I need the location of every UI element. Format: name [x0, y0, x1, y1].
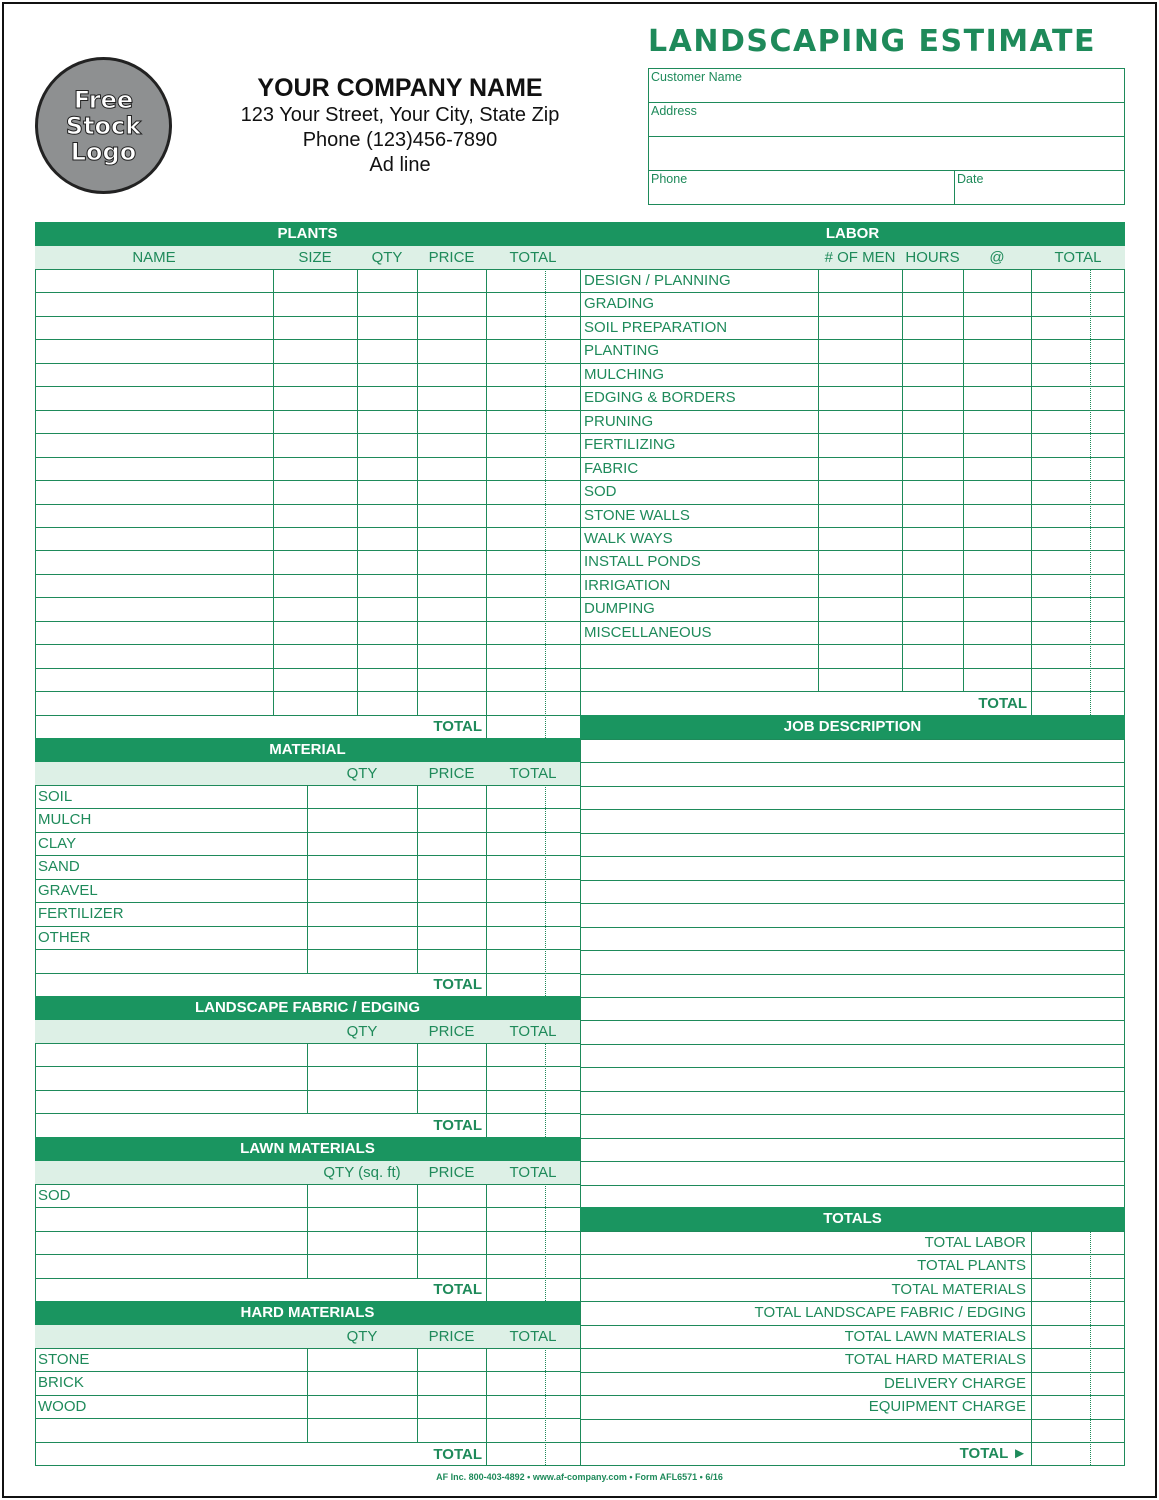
- hard-col-qty: QTY: [346, 1328, 378, 1345]
- totals-amount-field[interactable]: [1031, 1278, 1125, 1301]
- totals-amount-field[interactable]: [1031, 1231, 1125, 1254]
- totals-item-label: TOTAL HARD MATERIALS: [844, 1351, 1026, 1368]
- plants-col-price: PRICE: [428, 249, 475, 266]
- cents-divider: [545, 1348, 546, 1465]
- fabric-col-qty: QTY: [346, 1023, 378, 1040]
- cents-divider: [545, 1184, 546, 1301]
- fabric-row[interactable]: [35, 1090, 580, 1113]
- plants-total-label: TOTAL: [433, 718, 482, 735]
- hard-item-label: STONE: [38, 1351, 90, 1368]
- labor-col-hours: HOURS: [905, 249, 960, 266]
- phone-label: Phone: [651, 172, 688, 186]
- grid-line: [580, 1419, 1125, 1420]
- date-field[interactable]: [954, 170, 1125, 204]
- totals-item-label: TOTAL LAWN MATERIALS: [844, 1328, 1026, 1345]
- plants-col-name: NAME: [132, 249, 176, 266]
- grid-line: [580, 597, 1125, 598]
- hard-total-label: TOTAL: [433, 1446, 482, 1463]
- totals-amount-field[interactable]: [1031, 1301, 1125, 1324]
- grid-line: [486, 785, 487, 973]
- grid-line: [486, 973, 487, 996]
- grid-line: [486, 1442, 487, 1465]
- plants-row[interactable]: [35, 527, 580, 550]
- plants-row[interactable]: [35, 269, 580, 292]
- lawn-header: LAWN MATERIALS: [35, 1137, 580, 1161]
- material-col-qty: QTY: [346, 765, 378, 782]
- hard-header: HARD MATERIALS: [35, 1301, 580, 1325]
- grid-line: [818, 269, 819, 691]
- grid-line: [417, 1184, 418, 1278]
- totals-item-label: TOTAL LABOR: [924, 1234, 1026, 1251]
- material-item-label: OTHER: [38, 929, 91, 946]
- totals-item-label: TOTAL LANDSCAPE FABRIC / EDGING: [754, 1304, 1026, 1321]
- lawn-col-qty: QTY (sq. ft): [323, 1164, 401, 1181]
- fabric-row[interactable]: [35, 1066, 580, 1089]
- company-phone: Phone (123)456-7890: [302, 129, 498, 151]
- totals-item-label: EQUIPMENT CHARGE: [868, 1398, 1026, 1415]
- totals-amount-field[interactable]: [1031, 1325, 1125, 1348]
- company-name: YOUR COMPANY NAME: [257, 74, 543, 102]
- grid-line: [307, 1348, 308, 1442]
- hard-col-price: PRICE: [428, 1328, 475, 1345]
- customer-name-field[interactable]: [648, 68, 1125, 102]
- grid-line: [417, 785, 418, 973]
- plants-row[interactable]: [35, 433, 580, 456]
- plants-row[interactable]: [35, 691, 580, 714]
- logo-text: Free Stock Logo: [65, 85, 142, 166]
- plants-row[interactable]: [35, 574, 580, 597]
- grid-line: [580, 668, 1125, 669]
- grid-line: [486, 715, 487, 738]
- grid-line: [307, 1184, 308, 1278]
- address-label: Address: [651, 104, 697, 118]
- labor-item-label: MULCHING: [584, 366, 665, 383]
- plants-row[interactable]: [35, 363, 580, 386]
- labor-col-rate: @: [989, 249, 1005, 266]
- fabric-row[interactable]: [35, 1043, 580, 1066]
- phone-field[interactable]: [648, 170, 954, 204]
- material-col-price: PRICE: [428, 765, 475, 782]
- hard-col-total: TOTAL: [509, 1328, 557, 1345]
- plants-row[interactable]: [35, 480, 580, 503]
- plants-header: PLANTS: [35, 222, 580, 246]
- address-field[interactable]: [648, 102, 1125, 170]
- grid-line: [486, 1114, 487, 1137]
- company-ad-line: Ad line: [369, 154, 431, 176]
- labor-item-label: DUMPING: [584, 600, 655, 617]
- plants-col-total: TOTAL: [509, 249, 557, 266]
- totals-amount-field[interactable]: [1031, 1348, 1125, 1371]
- grid-line: [580, 480, 1125, 481]
- grid-line: [902, 269, 903, 691]
- job-description-header: JOB DESCRIPTION: [580, 715, 1125, 739]
- fabric-col-price: PRICE: [428, 1023, 475, 1040]
- lawn-item-label: SOD: [38, 1187, 71, 1204]
- totals-item-label: TOTAL PLANTS: [917, 1257, 1026, 1274]
- grid-line: [307, 785, 308, 973]
- job-description-area[interactable]: [580, 739, 1125, 1207]
- grid-line: [486, 1184, 487, 1278]
- labor-item-label: PLANTING: [584, 342, 660, 359]
- cents-divider: [1090, 269, 1091, 715]
- grid-line: [580, 339, 1125, 340]
- page-title: LANDSCAPING ESTIMATE: [648, 24, 1096, 59]
- totals-header: TOTALS: [580, 1207, 1125, 1231]
- customer-name-label: Customer Name: [651, 70, 742, 84]
- plants-row[interactable]: [35, 504, 580, 527]
- fabric-col-total: TOTAL: [509, 1023, 557, 1040]
- lawn-col-total: TOTAL: [509, 1164, 557, 1181]
- material-item-label: MULCH: [38, 811, 92, 828]
- labor-item-label: MISCELLANEOUS: [584, 624, 712, 641]
- labor-col-men: # OF MEN: [824, 249, 896, 266]
- plants-row[interactable]: [35, 621, 580, 644]
- plants-row[interactable]: [35, 597, 580, 620]
- stock-logo: [35, 57, 172, 194]
- labor-item-label: WALK WAYS: [584, 530, 673, 547]
- fabric-total-label: TOTAL: [433, 1117, 482, 1134]
- cents-divider: [545, 785, 546, 996]
- material-item-label: CLAY: [38, 835, 77, 852]
- fabric-header: LANDSCAPE FABRIC / EDGING: [35, 996, 580, 1020]
- material-col-total: TOTAL: [509, 765, 557, 782]
- material-item-label: GRAVEL: [38, 882, 98, 899]
- labor-header: LABOR: [580, 222, 1125, 246]
- labor-item-label: IRRIGATION: [584, 577, 671, 594]
- hard-item-label: BRICK: [38, 1374, 84, 1391]
- labor-item-label: FABRIC: [584, 460, 639, 477]
- material-header: MATERIAL: [35, 738, 580, 762]
- grand-total-label: TOTAL ►: [959, 1445, 1027, 1462]
- totals-amount-field[interactable]: [1031, 1395, 1125, 1418]
- labor-item-label: FERTILIZING: [584, 436, 676, 453]
- totals-item-label: DELIVERY CHARGE: [884, 1375, 1026, 1392]
- plants-col-qty: QTY: [371, 249, 403, 266]
- form-footer: AF Inc. 800-403-4892 • www.af-company.com • Form AFL6571 • 6/16: [436, 1472, 723, 1482]
- labor-item-label: INSTALL PONDS: [584, 553, 701, 570]
- grid-line: [963, 269, 964, 691]
- grid-line: [417, 1348, 418, 1442]
- labor-item-label: PRUNING: [584, 413, 654, 430]
- grid-line: [580, 457, 1125, 458]
- date-label: Date: [957, 172, 984, 186]
- grid-line: [580, 410, 1125, 411]
- material-item-label: SOIL: [38, 788, 73, 805]
- plants-row[interactable]: [35, 292, 580, 315]
- labor-item-label: EDGING & BORDERS: [584, 389, 736, 406]
- totals-amount-field[interactable]: [1031, 1372, 1125, 1395]
- lawn-col-price: PRICE: [428, 1164, 475, 1181]
- plants-row[interactable]: [35, 668, 580, 691]
- labor-item-label: SOD: [584, 483, 617, 500]
- labor-col-total: TOTAL: [1054, 249, 1102, 266]
- plants-row[interactable]: [35, 386, 580, 409]
- hard-item-label: WOOD: [38, 1398, 87, 1415]
- labor-item-label: STONE WALLS: [584, 507, 690, 524]
- plants-row[interactable]: [35, 644, 580, 667]
- labor-total-label: TOTAL: [978, 695, 1027, 712]
- totals-item-label: TOTAL MATERIALS: [891, 1281, 1026, 1298]
- totals-amount-field[interactable]: [1031, 1254, 1125, 1277]
- labor-item-label: DESIGN / PLANNING: [584, 272, 731, 289]
- plants-row[interactable]: [35, 550, 580, 573]
- grid-line: [580, 644, 1125, 645]
- plants-row[interactable]: [35, 316, 580, 339]
- material-total-label: TOTAL: [433, 976, 482, 993]
- plants-row[interactable]: [35, 410, 580, 433]
- grid-line: [486, 1278, 487, 1301]
- labor-item-label: GRADING: [584, 295, 655, 312]
- grid-line: [1031, 269, 1032, 715]
- material-item-label: SAND: [38, 858, 80, 875]
- grid-line: [486, 1348, 487, 1442]
- labor-item-label: SOIL PREPARATION: [584, 319, 728, 336]
- lawn-total-label: TOTAL: [433, 1281, 482, 1298]
- plants-row[interactable]: [35, 339, 580, 362]
- plants-row[interactable]: [35, 457, 580, 480]
- grid-line: [580, 292, 1125, 293]
- company-address: 123 Your Street, Your City, State Zip: [240, 104, 560, 126]
- plants-col-size: SIZE: [298, 249, 332, 266]
- material-item-label: FERTILIZER: [38, 905, 124, 922]
